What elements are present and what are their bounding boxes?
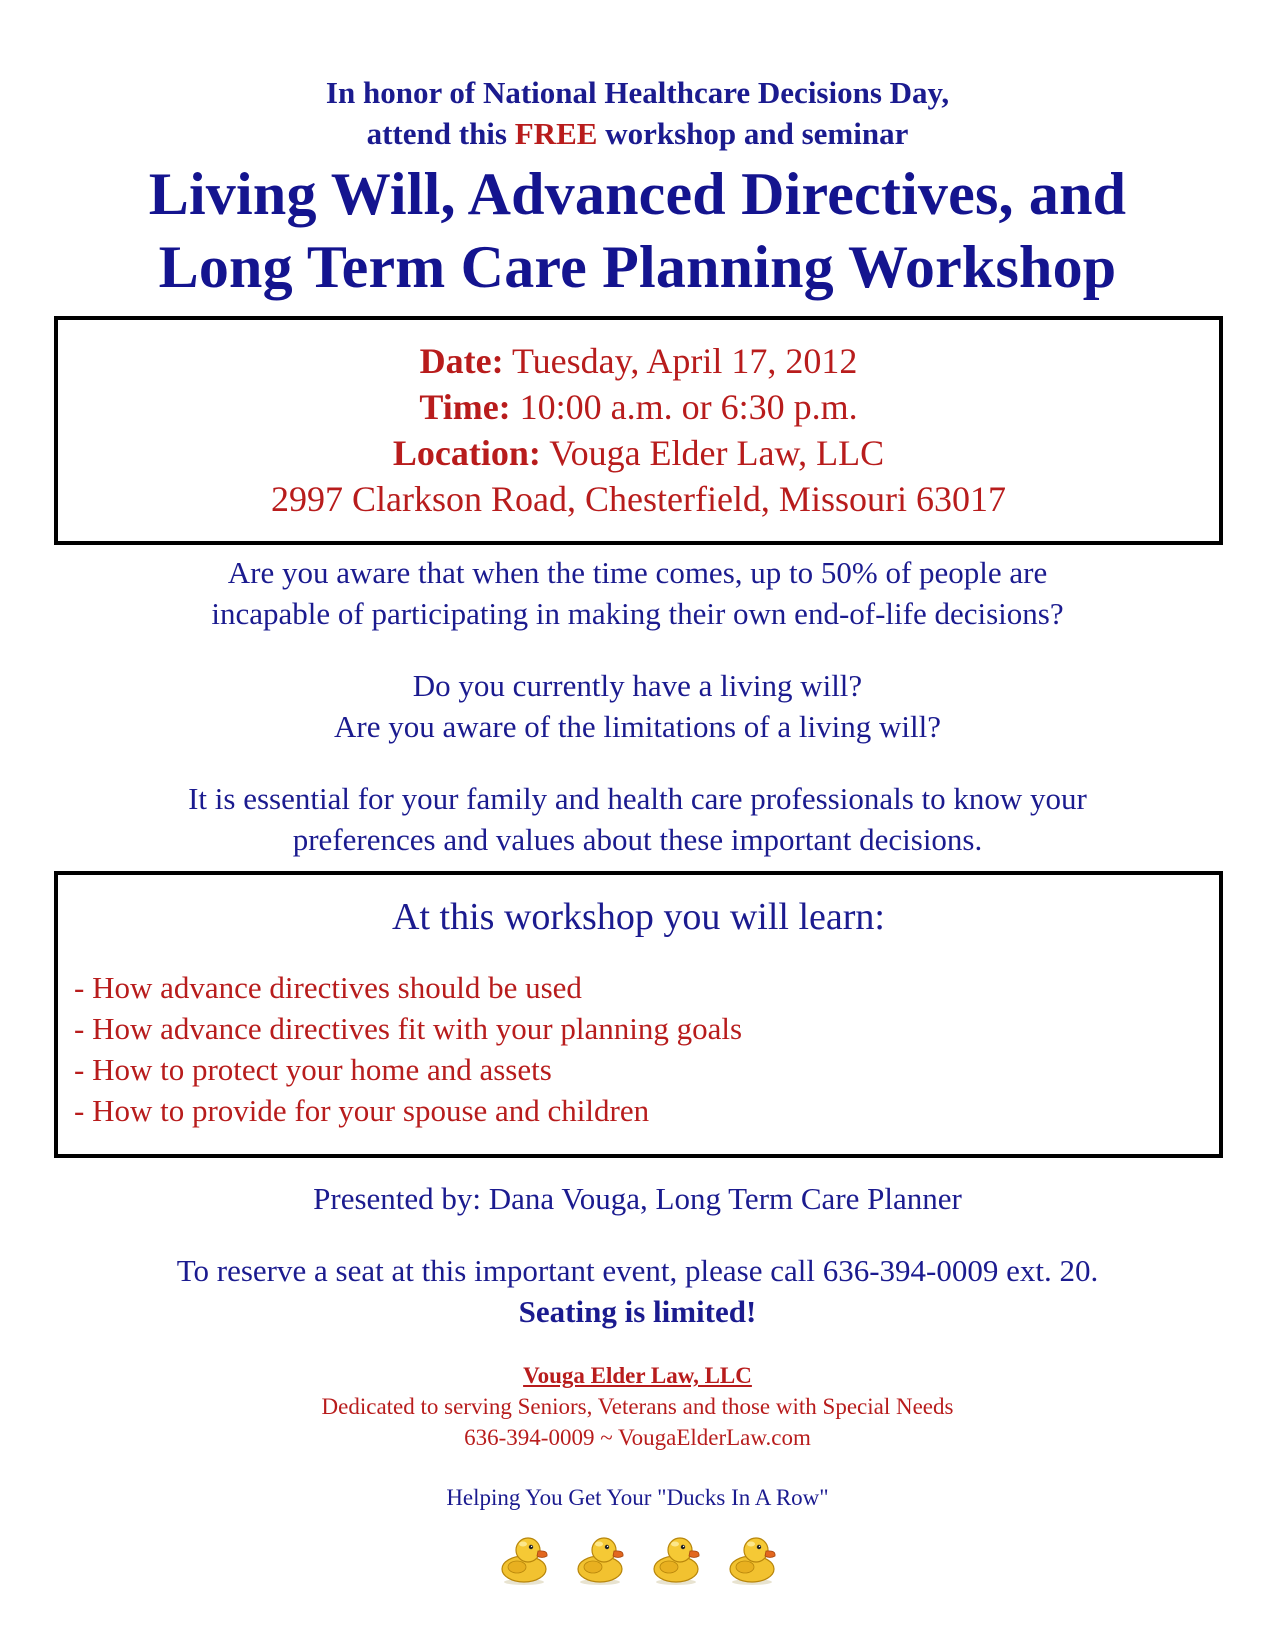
- intro-line-1: In honor of National Healthcare Decisions Day,: [325, 75, 950, 110]
- time-label: Time:: [419, 387, 511, 427]
- event-date: [58, 338, 1219, 384]
- living-will-questions: [0, 665, 1275, 747]
- event-time: [58, 384, 1219, 430]
- rubber-duck-icon: [497, 1532, 551, 1586]
- question-line-1: Do you currently have a living will?: [412, 668, 863, 703]
- rubber-duck-icon: [725, 1532, 779, 1586]
- awareness-paragraph: [0, 552, 1275, 634]
- learn-heading: At this workshop you will learn:: [392, 896, 885, 938]
- ducks-row: [0, 1532, 1275, 1592]
- location-label: Location:: [392, 433, 541, 473]
- free-highlight: FREE: [514, 116, 598, 151]
- essential-paragraph: [0, 778, 1275, 860]
- firm-contact: 636-394-0009 ~ VougaElderLaw.com: [464, 1425, 811, 1450]
- awareness-line-2: incapable of participating in making their own end-of-life decisions?: [211, 596, 1064, 631]
- rubber-duck-icon: [649, 1532, 703, 1586]
- learning-points-box: [54, 871, 1223, 1158]
- question-line-2: Are you aware of the limitations of a living will?: [334, 709, 941, 744]
- date-label: Date:: [419, 341, 504, 381]
- awareness-line-1: Are you aware that when the time comes, up to 50% of people are: [227, 555, 1048, 590]
- intro-line-2: [0, 113, 1275, 154]
- firm-name: Vouga Elder Law, LLC: [523, 1363, 752, 1388]
- list-item: - How advance directives should be used: [74, 970, 582, 1005]
- event-address: 2997 Clarkson Road, Chesterfield, Missouri 63017: [271, 479, 1006, 519]
- presenter-line: Presented by: Dana Vouga, Long Term Care Planner: [313, 1181, 962, 1216]
- workshop-title-line-2: Long Term Care Planning Workshop: [158, 234, 1117, 300]
- essential-line-1: It is essential for your family and health care professionals to know your: [188, 781, 1087, 816]
- learn-list: [58, 967, 1219, 1131]
- workshop-title: [0, 158, 1275, 304]
- list-item: - How to provide for your spouse and children: [74, 1093, 650, 1128]
- location-value: Vouga Elder Law, LLC: [540, 433, 885, 473]
- firm-footer: [0, 1360, 1275, 1453]
- date-value: Tuesday, April 17, 2012: [503, 341, 858, 381]
- reservation-info: [0, 1250, 1275, 1332]
- firm-mission: Dedicated to serving Seniors, Veterans and those with Special Needs: [321, 1394, 954, 1419]
- reservation-line: To reserve a seat at this important event, please call 636-394-0009 ext. 20.: [176, 1253, 1099, 1288]
- tagline: Helping You Get Your "Ducks In A Row": [446, 1485, 829, 1510]
- seating-limited: Seating is limited!: [518, 1294, 757, 1329]
- intro-line-2-post: workshop and seminar: [597, 116, 909, 151]
- intro-line-2-pre: attend this: [366, 116, 515, 151]
- essential-line-2: preferences and values about these important decisions.: [292, 822, 983, 857]
- time-value: 10:00 a.m. or 6:30 p.m.: [510, 387, 858, 427]
- event-details-box: [54, 316, 1223, 545]
- workshop-title-line-1: Living Will, Advanced Directives, and: [148, 161, 1127, 227]
- list-item: - How to protect your home and assets: [74, 1052, 552, 1087]
- event-location: [58, 430, 1219, 476]
- rubber-duck-icon: [573, 1532, 627, 1586]
- intro-heading: [0, 72, 1275, 154]
- list-item: - How advance directives fit with your planning goals: [74, 1011, 743, 1046]
